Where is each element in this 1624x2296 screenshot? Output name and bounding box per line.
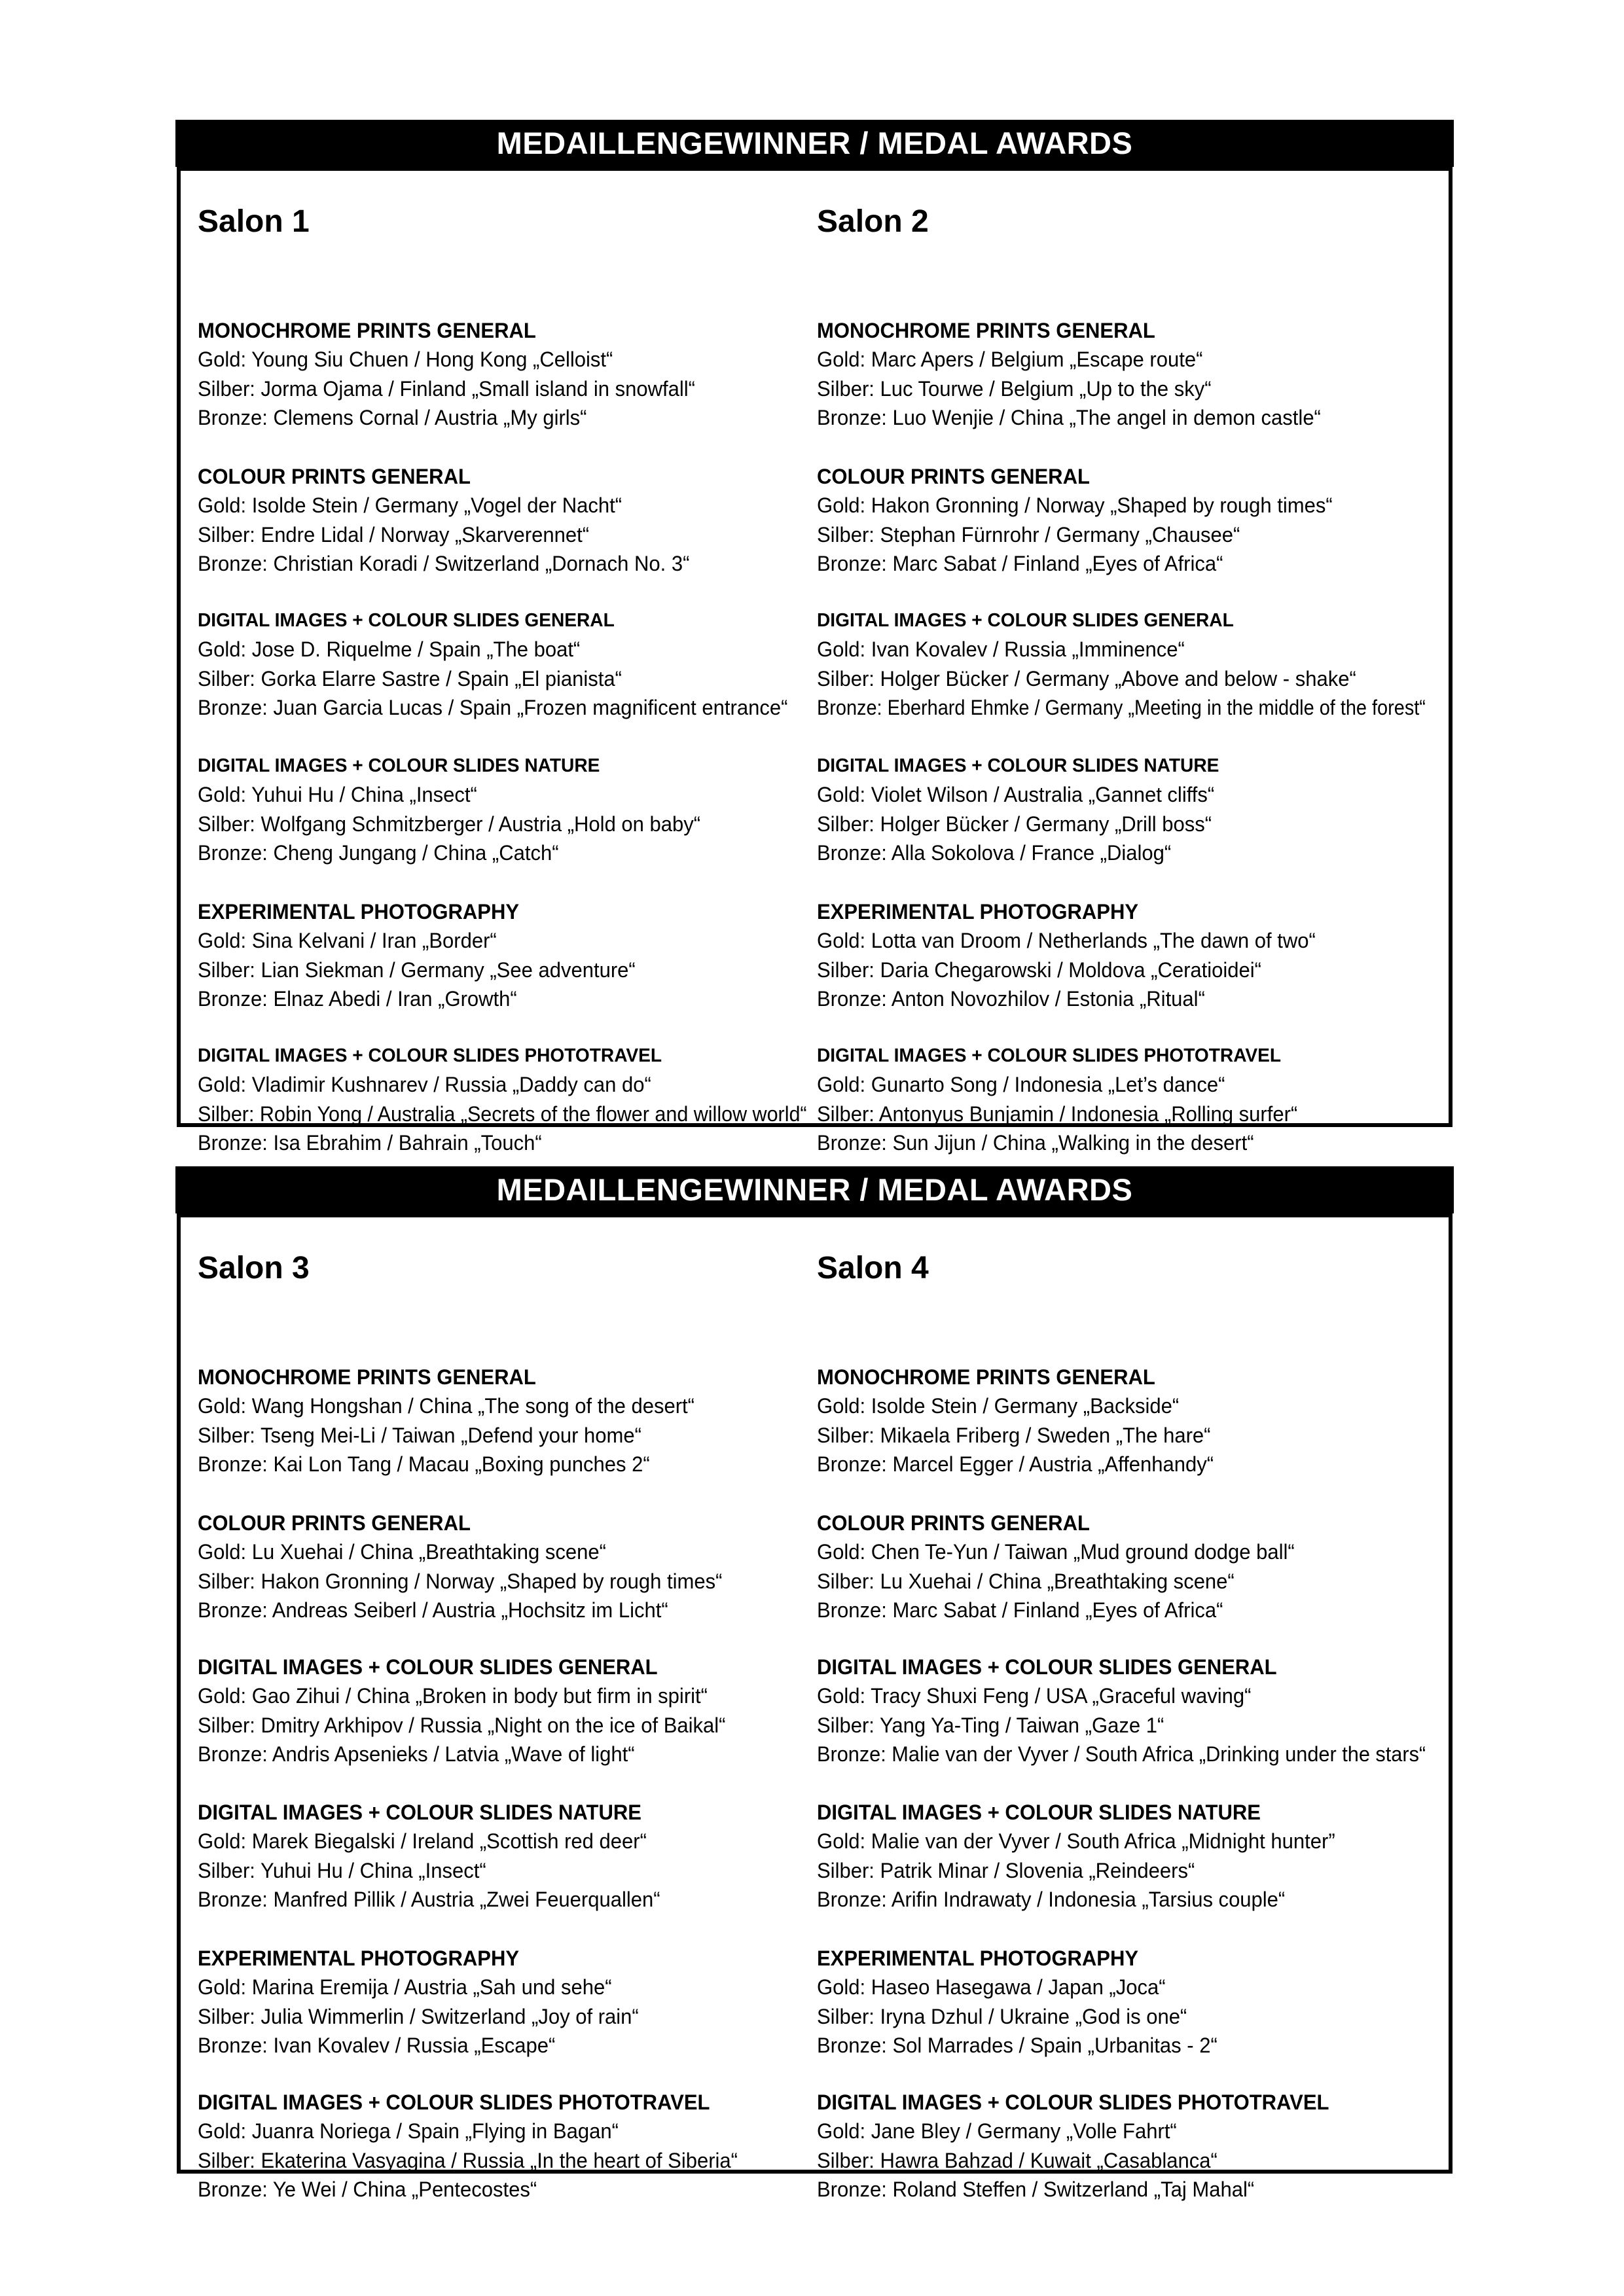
panel-header: MEDAILLENGEWINNER / MEDAL AWARDS: [175, 120, 1454, 167]
silver-winner: Silber: Stephan Fürnrohr / Germany „Chausee“: [817, 522, 1240, 547]
panel-box: [177, 167, 1453, 1155]
gold-winner: Gold: Lotta van Droom / Netherlands „The dawn of two“: [817, 929, 1316, 952]
award-category: [198, 1041, 826, 1158]
panel-box: [177, 1213, 1453, 2201]
bronze-winner: Bronze: Eberhard Ehmke / Germany „Meeting in the middle of the forest“: [817, 696, 1426, 719]
award-category: [198, 751, 826, 868]
award-category: [817, 1509, 1445, 1625]
silver-winner: Silber: Endre Lidal / Norway „Skarverennet“: [198, 522, 590, 547]
category-title: COLOUR PRINTS GENERAL: [198, 465, 471, 488]
medal-panel: [175, 120, 1454, 1155]
bronze-winner: Bronze: Roland Steffen / Switzerland „Taj Mahal“: [817, 2178, 1255, 2201]
award-category: [817, 1653, 1445, 1769]
award-category: [198, 1509, 826, 1625]
award-category: [198, 1363, 826, 1479]
bronze-winner: Bronze: Elnaz Abedi / Iran „Growth“: [198, 987, 517, 1011]
bronze-winner: Bronze: Andreas Seiberl / Austria „Hochsitz im Licht“: [198, 1598, 668, 1622]
panel-header: MEDAILLENGEWINNER / MEDAL AWARDS: [175, 1166, 1454, 1213]
category-title: DIGITAL IMAGES + COLOUR SLIDES NATURE: [198, 1801, 641, 1824]
silver-winner: Silber: Lian Siekman / Germany „See adventure“: [198, 958, 636, 982]
gold-winner: Gold: Haseo Hasegawa / Japan „Joca“: [817, 1975, 1166, 1999]
gold-winner: Gold: Jane Bley / Germany „Volle Fahrt“: [817, 2119, 1177, 2143]
bronze-winner: Bronze: Anton Novozhilov / Estonia „Ritual“: [817, 987, 1205, 1011]
award-category: [198, 462, 826, 579]
silver-winner: Silber: Dmitry Arkhipov / Russia „Night on the ice of Baikal“: [198, 1713, 726, 1737]
salon-title: Salon 1: [198, 204, 310, 239]
category-title: COLOUR PRINTS GENERAL: [817, 1511, 1090, 1535]
category-title: MONOCHROME PRINTS GENERAL: [198, 319, 536, 342]
gold-winner: Gold: Tracy Shuxi Feng / USA „Graceful waving“: [817, 1684, 1252, 1708]
category-title: DIGITAL IMAGES + COLOUR SLIDES NATURE: [817, 1801, 1261, 1824]
bronze-winner: Bronze: Sun Jijun / China „Walking in the desert“: [817, 1131, 1254, 1155]
bronze-winner: Bronze: Malie van der Vyver / South Africa „Drinking under the stars“: [817, 1742, 1426, 1766]
category-title: EXPERIMENTAL PHOTOGRAPHY: [198, 1946, 520, 1970]
award-category: [817, 462, 1445, 579]
category-title: EXPERIMENTAL PHOTOGRAPHY: [817, 900, 1139, 924]
silver-winner: Silber: Tseng Mei-Li / Taiwan „Defend your home“: [198, 1423, 641, 1447]
gold-winner: Gold: Jose D. Riquelme / Spain „The boat“: [198, 637, 581, 661]
gold-winner: Gold: Marc Apers / Belgium „Escape route“: [817, 348, 1203, 371]
silver-winner: Silber: Patrik Minar / Slovenia „Reindeers“: [817, 1858, 1195, 1882]
bronze-winner: Bronze: Juan Garcia Lucas / Spain „Frozen magnificent entrance“: [198, 696, 788, 719]
silver-winner: Silber: Gorka Elarre Sastre / Spain „El pianista“: [198, 666, 622, 691]
award-category: [198, 897, 826, 1014]
category-title: DIGITAL IMAGES + COLOUR SLIDES PHOTOTRAVEL: [817, 2090, 1329, 2114]
salon-title: Salon 4: [817, 1251, 929, 1285]
award-category: [817, 1041, 1445, 1158]
gold-winner: Gold: Wang Hongshan / China „The song of the desert“: [198, 1394, 695, 1418]
bronze-winner: Bronze: Arifin Indrawaty / Indonesia „Tarsius couple“: [817, 1888, 1286, 1911]
category-title: DIGITAL IMAGES + COLOUR SLIDES GENERAL: [198, 610, 615, 631]
gold-winner: Gold: Yuhui Hu / China „Insect“: [198, 783, 477, 806]
award-category: [817, 316, 1445, 433]
category-title: DIGITAL IMAGES + COLOUR SLIDES PHOTOTRAVEL: [198, 2090, 710, 2114]
bronze-winner: Bronze: Sol Marrades / Spain „Urbanitas - 2“: [817, 2034, 1218, 2057]
gold-winner: Gold: Chen Te-Yun / Taiwan „Mud ground dodge ball“: [817, 1540, 1295, 1564]
silver-winner: Silber: Holger Bücker / Germany „Above and below - shake“: [817, 666, 1356, 691]
bronze-winner: Bronze: Marc Sabat / Finland „Eyes of Africa“: [817, 1598, 1223, 1622]
bronze-winner: Bronze: Kai Lon Tang / Macau „Boxing punches 2“: [198, 1452, 650, 1476]
award-category: [198, 1653, 826, 1769]
category-title: MONOCHROME PRINTS GENERAL: [817, 319, 1155, 342]
bronze-winner: Bronze: Marcel Egger / Austria „Affenhandy“: [817, 1452, 1214, 1476]
bronze-winner: Bronze: Isa Ebrahim / Bahrain „Touch“: [198, 1131, 542, 1155]
bronze-winner: Bronze: Cheng Jungang / China „Catch“: [198, 841, 559, 865]
category-title: DIGITAL IMAGES + COLOUR SLIDES GENERAL: [817, 610, 1234, 631]
bronze-winner: Bronze: Luo Wenjie / China „The angel in demon castle“: [817, 406, 1321, 429]
gold-winner: Gold: Lu Xuehai / China „Breathtaking scene“: [198, 1540, 606, 1564]
award-category: [198, 1944, 826, 2060]
silver-winner: Silber: Antonyus Bunjamin / Indonesia „Rolling surfer“: [817, 1102, 1298, 1126]
award-category: [817, 897, 1445, 1014]
gold-winner: Gold: Ivan Kovalev / Russia „Imminence“: [817, 637, 1185, 661]
silver-winner: Silber: Yang Ya-Ting / Taiwan „Gaze 1“: [817, 1713, 1164, 1737]
silver-winner: Silber: Luc Tourwe / Belgium „Up to the sky“: [817, 376, 1212, 401]
gold-winner: Gold: Gunarto Song / Indonesia „Let’s dance“: [817, 1073, 1225, 1096]
gold-winner: Gold: Violet Wilson / Australia „Gannet cliffs“: [817, 783, 1215, 806]
bronze-winner: Bronze: Andris Apsenieks / Latvia „Wave of light“: [198, 1742, 635, 1766]
category-title: EXPERIMENTAL PHOTOGRAPHY: [198, 900, 520, 924]
silver-winner: Silber: Mikaela Friberg / Sweden „The hare“: [817, 1423, 1211, 1447]
bronze-winner: Bronze: Alla Sokolova / France „Dialog“: [817, 841, 1172, 865]
gold-winner: Gold: Gao Zihui / China „Broken in body but firm in spirit“: [198, 1684, 708, 1708]
award-category: [817, 1798, 1445, 1914]
gold-winner: Gold: Juanra Noriega / Spain „Flying in Bagan“: [198, 2119, 619, 2143]
silver-winner: Silber: Holger Bücker / Germany „Drill boss“: [817, 812, 1212, 836]
category-title: DIGITAL IMAGES + COLOUR SLIDES PHOTOTRAVEL: [198, 1045, 662, 1066]
bronze-winner: Bronze: Christian Koradi / Switzerland „Dornach No. 3“: [198, 552, 690, 575]
award-category: [817, 751, 1445, 868]
category-title: DIGITAL IMAGES + COLOUR SLIDES GENERAL: [817, 1655, 1277, 1679]
silver-winner: Silber: Yuhui Hu / China „Insect“: [198, 1858, 486, 1882]
silver-winner: Silber: Julia Wimmerlin / Switzerland „Joy of rain“: [198, 2004, 639, 2028]
silver-winner: Silber: Jorma Ojama / Finland „Small island in snowfall“: [198, 376, 695, 401]
silver-winner: Silber: Lu Xuehai / China „Breathtaking scene“: [817, 1569, 1235, 1593]
salon-title: Salon 3: [198, 1251, 310, 1285]
silver-winner: Silber: Iryna Dzhul / Ukraine „God is one“: [817, 2004, 1187, 2028]
category-title: EXPERIMENTAL PHOTOGRAPHY: [817, 1946, 1139, 1970]
gold-winner: Gold: Sina Kelvani / Iran „Border“: [198, 929, 497, 952]
silver-winner: Silber: Ekaterina Vasyagina / Russia „In the heart of Siberia“: [198, 2148, 738, 2172]
bronze-winner: Bronze: Ye Wei / China „Pentecostes“: [198, 2178, 537, 2201]
category-title: COLOUR PRINTS GENERAL: [198, 1511, 471, 1535]
silver-winner: Silber: Robin Yong / Australia „Secrets of the flower and willow world“: [198, 1102, 807, 1126]
silver-winner: Silber: Daria Chegarowski / Moldova „Ceratioidei“: [817, 958, 1261, 982]
category-title: DIGITAL IMAGES + COLOUR SLIDES NATURE: [198, 755, 600, 776]
bronze-winner: Bronze: Clemens Cornal / Austria „My girls“: [198, 406, 587, 429]
award-category: [817, 606, 1445, 723]
silver-winner: Silber: Wolfgang Schmitzberger / Austria „Hold on baby“: [198, 812, 701, 836]
award-category: [817, 1363, 1445, 1479]
gold-winner: Gold: Marek Biegalski / Ireland „Scottish red deer“: [198, 1829, 647, 1853]
category-title: DIGITAL IMAGES + COLOUR SLIDES GENERAL: [198, 1655, 658, 1679]
salon-title: Salon 2: [817, 204, 929, 239]
bronze-winner: Bronze: Manfred Pillik / Austria „Zwei Feuerquallen“: [198, 1888, 660, 1911]
gold-winner: Gold: Malie van der Vyver / South Africa „Midnight hunter”: [817, 1829, 1335, 1853]
gold-winner: Gold: Isolde Stein / Germany „Backside“: [817, 1394, 1180, 1418]
award-category: [198, 606, 826, 723]
silver-winner: Silber: Hakon Gronning / Norway „Shaped by rough times“: [198, 1569, 723, 1593]
medal-panel: [175, 1166, 1454, 2201]
gold-winner: Gold: Young Siu Chuen / Hong Kong „Celloist“: [198, 348, 613, 371]
gold-winner: Gold: Marina Eremija / Austria „Sah und sehe“: [198, 1975, 612, 1999]
category-title: DIGITAL IMAGES + COLOUR SLIDES NATURE: [817, 755, 1219, 776]
award-category: [817, 2088, 1445, 2204]
bronze-winner: Bronze: Ivan Kovalev / Russia „Escape“: [198, 2034, 556, 2057]
category-title: MONOCHROME PRINTS GENERAL: [817, 1365, 1155, 1389]
award-category: [198, 316, 826, 433]
gold-winner: Gold: Vladimir Kushnarev / Russia „Daddy can do“: [198, 1073, 651, 1096]
award-category: [817, 1944, 1445, 2060]
gold-winner: Gold: Isolde Stein / Germany „Vogel der Nacht“: [198, 493, 623, 517]
category-title: COLOUR PRINTS GENERAL: [817, 465, 1090, 488]
gold-winner: Gold: Hakon Gronning / Norway „Shaped by rough times“: [817, 493, 1333, 517]
award-category: [198, 2088, 826, 2204]
bronze-winner: Bronze: Marc Sabat / Finland „Eyes of Africa“: [817, 552, 1223, 575]
silver-winner: Silber: Hawra Bahzad / Kuwait „Casablanca“: [817, 2148, 1218, 2172]
award-category: [198, 1798, 826, 1914]
category-title: DIGITAL IMAGES + COLOUR SLIDES PHOTOTRAVEL: [817, 1045, 1282, 1066]
category-title: MONOCHROME PRINTS GENERAL: [198, 1365, 536, 1389]
